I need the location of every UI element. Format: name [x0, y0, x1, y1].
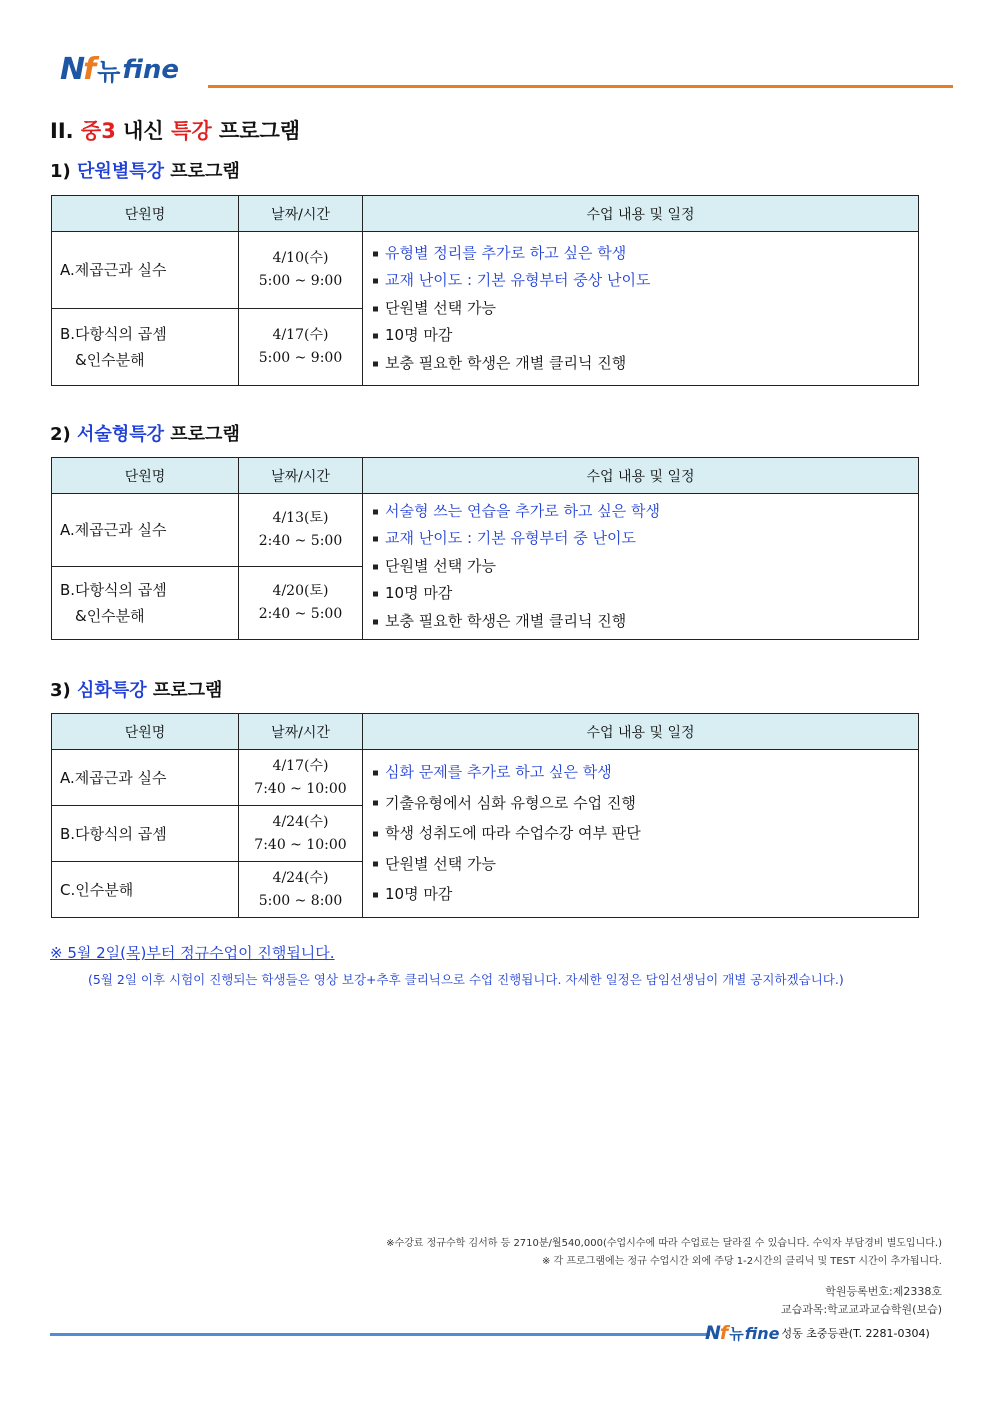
- footer-fee: ※수강료 정규수학 김서하 등 2710분/월540,000(수업시수에 따라 수업료는 달라질 수 있습니다. 수익자 부담경비 별도입니다.): [386, 1238, 942, 1249]
- unit-cell: B.다항식의 곱셈: [52, 806, 239, 862]
- desc-cell: [363, 232, 919, 386]
- table-row: [52, 232, 919, 309]
- program-3-table: [51, 713, 919, 918]
- date-cell: 4/17(수) 5:00 ~ 9:00: [239, 309, 363, 386]
- program-2-table: [51, 457, 919, 640]
- brand-logo: [60, 52, 952, 87]
- unit-cell: A.제곱근과 실수: [52, 494, 239, 567]
- bullet-item: 심화 문제를 추가로 하고 싶은 학생: [371, 757, 917, 788]
- col-date: 날짜/시간: [239, 196, 363, 232]
- col-date: 날짜/시간: [239, 714, 363, 750]
- col-unit: 단원명: [52, 458, 239, 494]
- logo-mark: Nf: [60, 52, 95, 87]
- bullet-item: 학생 성취도에 따라 수업수강 여부 판단: [371, 818, 917, 849]
- date-cell: 4/24(수) 7:40 ~ 10:00: [239, 806, 363, 862]
- col-desc: 수업 내용 및 일정: [363, 458, 919, 494]
- footer-logo-mark: Nf: [705, 1322, 728, 1344]
- program-3-title: 3) 심화특강 프로그램: [50, 680, 223, 701]
- notice-sub: (5월 2일 이후 시험이 진행되는 학생들은 영상 보강+추후 클리닉으로 수업 진행됩니다. 자세한 일정은 담임선생님이 개별 공지하겠습니다.): [88, 972, 844, 987]
- desc-cell: [363, 750, 919, 918]
- col-desc: 수업 내용 및 일정: [363, 196, 919, 232]
- col-unit: 단원명: [52, 714, 239, 750]
- bullet-item: 단원별 선택 가능: [371, 295, 917, 323]
- bullet-item: 단원별 선택 가능: [371, 849, 917, 880]
- bullet-item: 10명 마감: [371, 879, 917, 910]
- unit-cell: A.제곱근과 실수: [52, 750, 239, 806]
- desc-cell: [363, 494, 919, 640]
- bullet-item: 보충 필요한 학생은 개별 클리닉 진행: [371, 608, 917, 636]
- bullet-item: 유형별 정리를 추가로 하고 싶은 학생: [371, 240, 917, 268]
- table-row: [52, 750, 919, 806]
- footer-rule: [50, 1333, 710, 1336]
- table-header-row: [52, 458, 919, 494]
- date-cell: 4/20(토) 2:40 ~ 5:00: [239, 567, 363, 640]
- date-cell: 4/24(수) 5:00 ~ 8:00: [239, 862, 363, 918]
- footer-logo: Nf 뉴 fine 성동 초중등관(T. 2281-0304): [705, 1322, 930, 1344]
- footer-extra: ※ 각 프로그램에는 정규 수업시간 외에 주당 1-2시간의 클리닉 및 TEST 시간이 추가됩니다.: [541, 1256, 942, 1267]
- header: [60, 52, 952, 102]
- bullet-item: 단원별 선택 가능: [371, 553, 917, 581]
- bullet-item: 교재 난이도 : 기본 유형부터 중 난이도: [371, 525, 917, 553]
- notice-main: ※ 5월 2일(목)부터 정규수업이 진행됩니다.: [50, 944, 335, 962]
- footer-subject: 교습과목:학교교과교습학원(보습): [780, 1303, 942, 1316]
- unit-cell: B.다항식의 곱셈 &인수분해: [52, 567, 239, 640]
- program-2-title: 2) 서술형특강 프로그램: [50, 424, 240, 445]
- col-desc: 수업 내용 및 일정: [363, 714, 919, 750]
- col-date: 날짜/시간: [239, 458, 363, 494]
- table-header-row: [52, 196, 919, 232]
- bullet-item: 교재 난이도 : 기본 유형부터 중상 난이도: [371, 267, 917, 295]
- footer-reg: 학원등록번호:제2338호: [825, 1285, 942, 1298]
- bullet-item: 기출유형에서 심화 유형으로 수업 진행: [371, 788, 917, 819]
- section-title: II. 중3 내신 특강 프로그램: [50, 119, 301, 143]
- bullet-item: 10명 마감: [371, 580, 917, 608]
- bullet-item: 보충 필요한 학생은 개별 클리닉 진행: [371, 350, 917, 378]
- date-cell: 4/17(수) 7:40 ~ 10:00: [239, 750, 363, 806]
- bullet-item: 서술형 쓰는 연습을 추가로 하고 싶은 학생: [371, 498, 917, 526]
- table-row: [52, 494, 919, 567]
- unit-cell: A.제곱근과 실수: [52, 232, 239, 309]
- logo-fine-text: fine: [122, 54, 179, 85]
- date-cell: 4/13(토) 2:40 ~ 5:00: [239, 494, 363, 567]
- header-rule: [208, 85, 953, 88]
- col-unit: 단원명: [52, 196, 239, 232]
- logo-nyu-text: 뉴: [97, 58, 121, 86]
- bullet-item: 10명 마감: [371, 322, 917, 350]
- date-cell: 4/10(수) 5:00 ~ 9:00: [239, 232, 363, 309]
- unit-cell: C.인수분해: [52, 862, 239, 918]
- footer-branch: 성동 초중등관(T. 2281-0304): [781, 1327, 930, 1340]
- unit-cell: B.다항식의 곱셈 &인수분해: [52, 309, 239, 386]
- table-header-row: [52, 714, 919, 750]
- program-1-title: 1) 단원별특강 프로그램: [50, 161, 240, 182]
- program-1-table: [51, 195, 919, 386]
